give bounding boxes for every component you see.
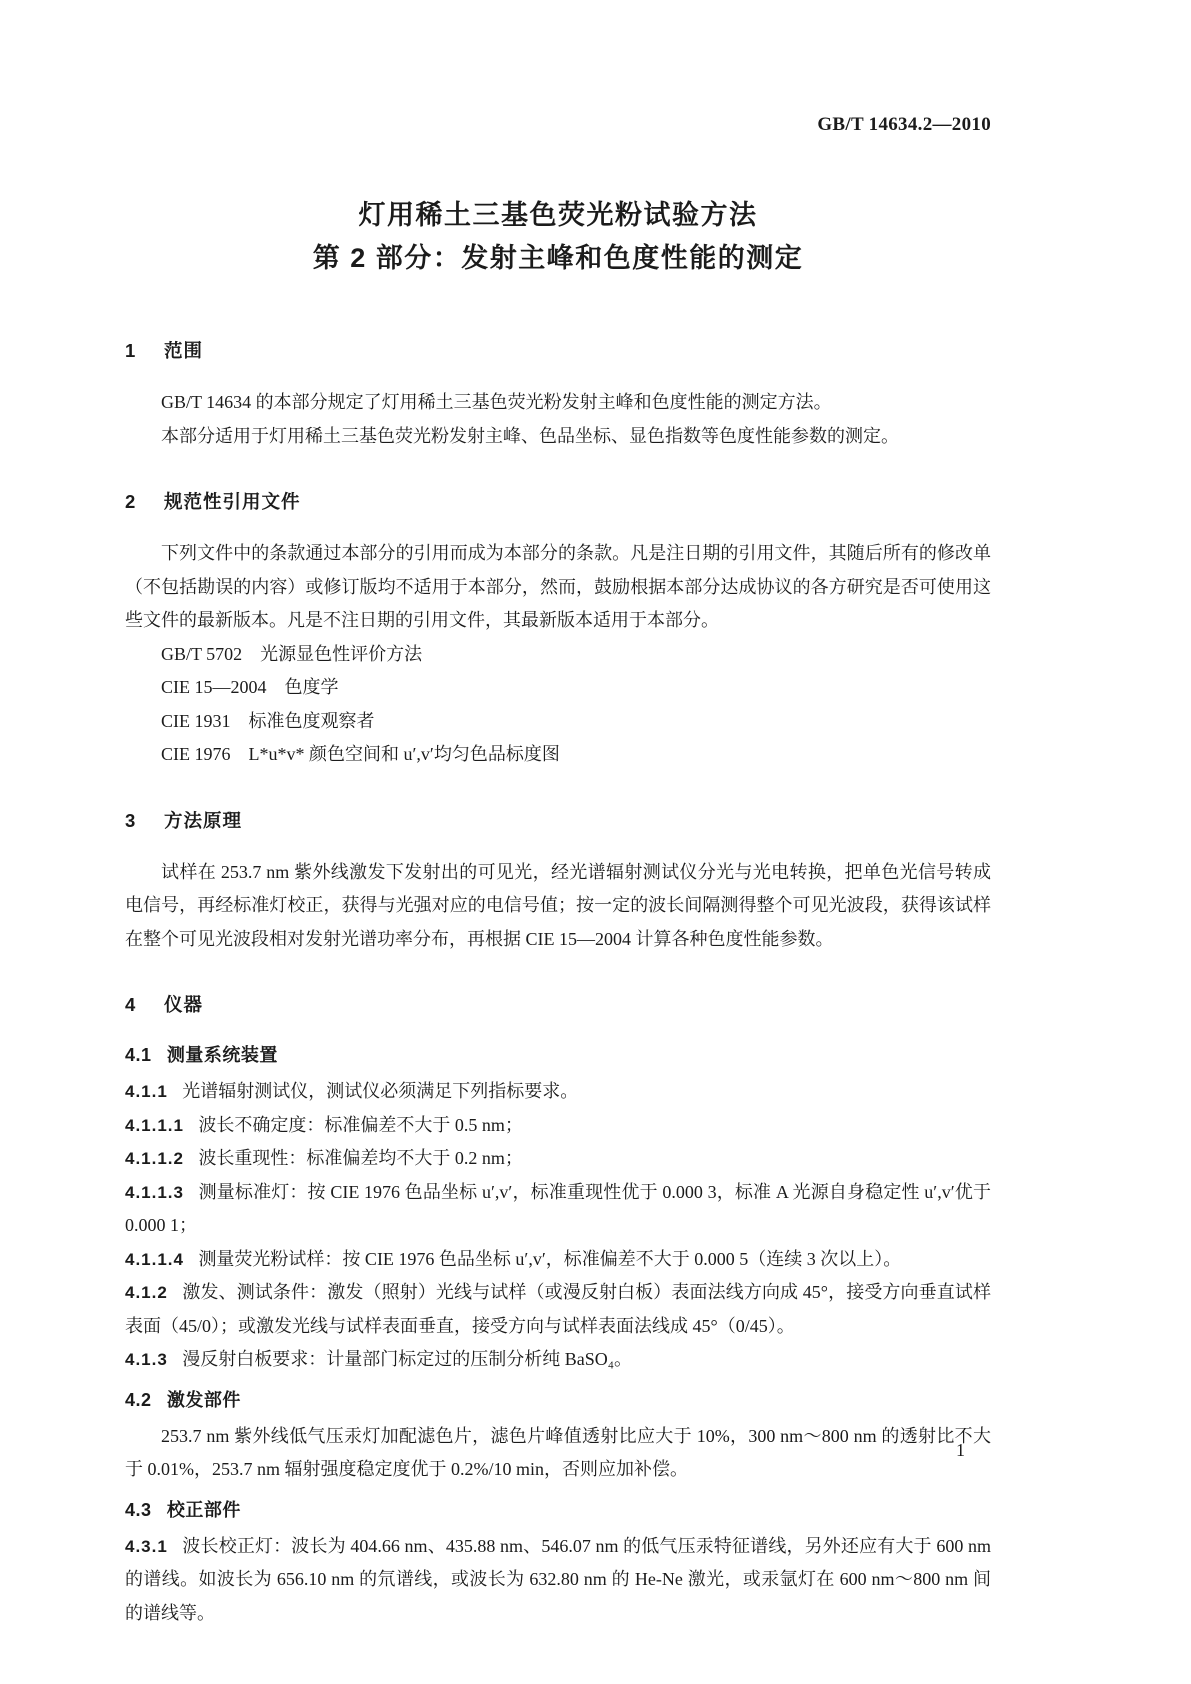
- clause-4-1-1-4: 4.1.1.4 测量荧光粉试样：按 CIE 1976 色品坐标 u′,v′，标准偏差不大于 0.000 5（连续 3 次以上）。: [125, 1248, 902, 1269]
- page-number: 1: [956, 1440, 965, 1460]
- paragraph: 试样在 253.7 nm 紫外线激发下发射出的可见光，经光谱辐射测试仪分光与光电转换，把单色光信号转成电信号，再经标准灯校正，获得与光强对应的电信号值；按一定的波长间隔测得整个可见光波段，获得该试样在整个可见光波段相对发射光谱功率分布，再根据 CIE 15—2004 计算各种色度性能参数。: [125, 861, 991, 949]
- reference-item: CIE 1931 标准色度观察者: [161, 710, 375, 731]
- clause-4-1-3: 4.1.3 漫反射白板要求：计量部门标定过的压制分析纯 BaSO₄。: [125, 1349, 633, 1369]
- subsection-heading-4-2: 4.2 激发部件: [125, 1389, 241, 1410]
- subsection-heading-4-3: 4.3 校正部件: [125, 1499, 241, 1520]
- title-line-1: 灯用稀土三基色荧光粉试验方法: [358, 200, 758, 230]
- section-heading-4: 4 仪器: [125, 994, 204, 1015]
- document-title: [125, 194, 991, 280]
- clause-4-1-1-3: 4.1.1.3 测量标准灯：按 CIE 1976 色品坐标 u′,v′，标准重现性优于 0.000 3，标准 A 光源自身稳定性 u′,v′优于 0.000 1；: [125, 1181, 991, 1235]
- section-heading-2: 2 规范性引用文件: [125, 491, 301, 512]
- clause-4-1-1-2: 4.1.1.2 波长重现性：标准偏差均不大于 0.2 nm；: [125, 1148, 523, 1168]
- clause-4-3-1: 4.3.1 波长校正灯：波长为 404.66 nm、435.88 nm、546.07 nm 的低气压汞特征谱线，另外还应有大于 600 nm 的谱线。如波长为 656.10 nm 的氘谱线，或波长为 632.80 nm 的 He-Ne 激光，或汞氩灯在 600 nm～800 nm 间的谱线等。: [125, 1535, 991, 1623]
- title-line-2: 第 2 部分：发射主峰和色度性能的测定: [312, 243, 804, 273]
- paragraph: 下列文件中的条款通过本部分的引用而成为本部分的条款。凡是注日期的引用文件，其随后所有的修改单（不包括勘误的内容）或修订版均不适用于本部分，然而，鼓励根据本部分达成协议的各方研究是否可使用这些文件的最新版本。凡是不注日期的引用文件，其最新版本适用于本部分。: [125, 543, 991, 630]
- clause-4-1-2: 4.1.2 激发、测试条件：激发（照射）光线与试样（或漫反射白板）表面法线方向成 45°，接受方向垂直试样表面（45/0）；或激发光线与试样表面垂直，接受方向与试样表面法线成 45°（0/45）。: [125, 1282, 991, 1336]
- paragraph: 本部分适用于灯用稀土三基色荧光粉发射主峰、色品坐标、显色指数等色度性能参数的测定。: [161, 425, 899, 446]
- reference-item: CIE 1976 L*u*v* 颜色空间和 u′,v′均匀色品标度图: [161, 744, 560, 764]
- section-heading-3: 3 方法原理: [125, 809, 243, 831]
- clause-4-1-1: 4.1.1 光谱辐射测试仪，测试仪必须满足下列指标要求。: [125, 1081, 579, 1101]
- reference-item: GB/T 5702 光源显色性评价方法: [161, 643, 423, 664]
- paragraph: 253.7 nm 紫外线低气压汞灯加配滤色片，滤色片峰值透射比应大于 10%，300 nm～800 nm 的透射比不大于 0.01%，253.7 nm 辐射强度稳定度优于 0.2%/10 min，否则应加补偿。: [125, 1425, 991, 1479]
- subsection-heading-4-1: 4.1 测量系统装置: [125, 1045, 278, 1065]
- reference-item: CIE 15—2004 色度学: [161, 677, 339, 697]
- standard-number: GB/T 14634.2—2010: [817, 114, 991, 135]
- page-content: [125, 112, 991, 1630]
- clause-4-1-1-1: 4.1.1.1 波长不确定度：标准偏差不大于 0.5 nm；: [125, 1114, 523, 1135]
- section-heading-1: 1 范围: [125, 340, 204, 361]
- paragraph: GB/T 14634 的本部分规定了灯用稀土三基色荧光粉发射主峰和色度性能的测定方法。: [161, 392, 832, 412]
